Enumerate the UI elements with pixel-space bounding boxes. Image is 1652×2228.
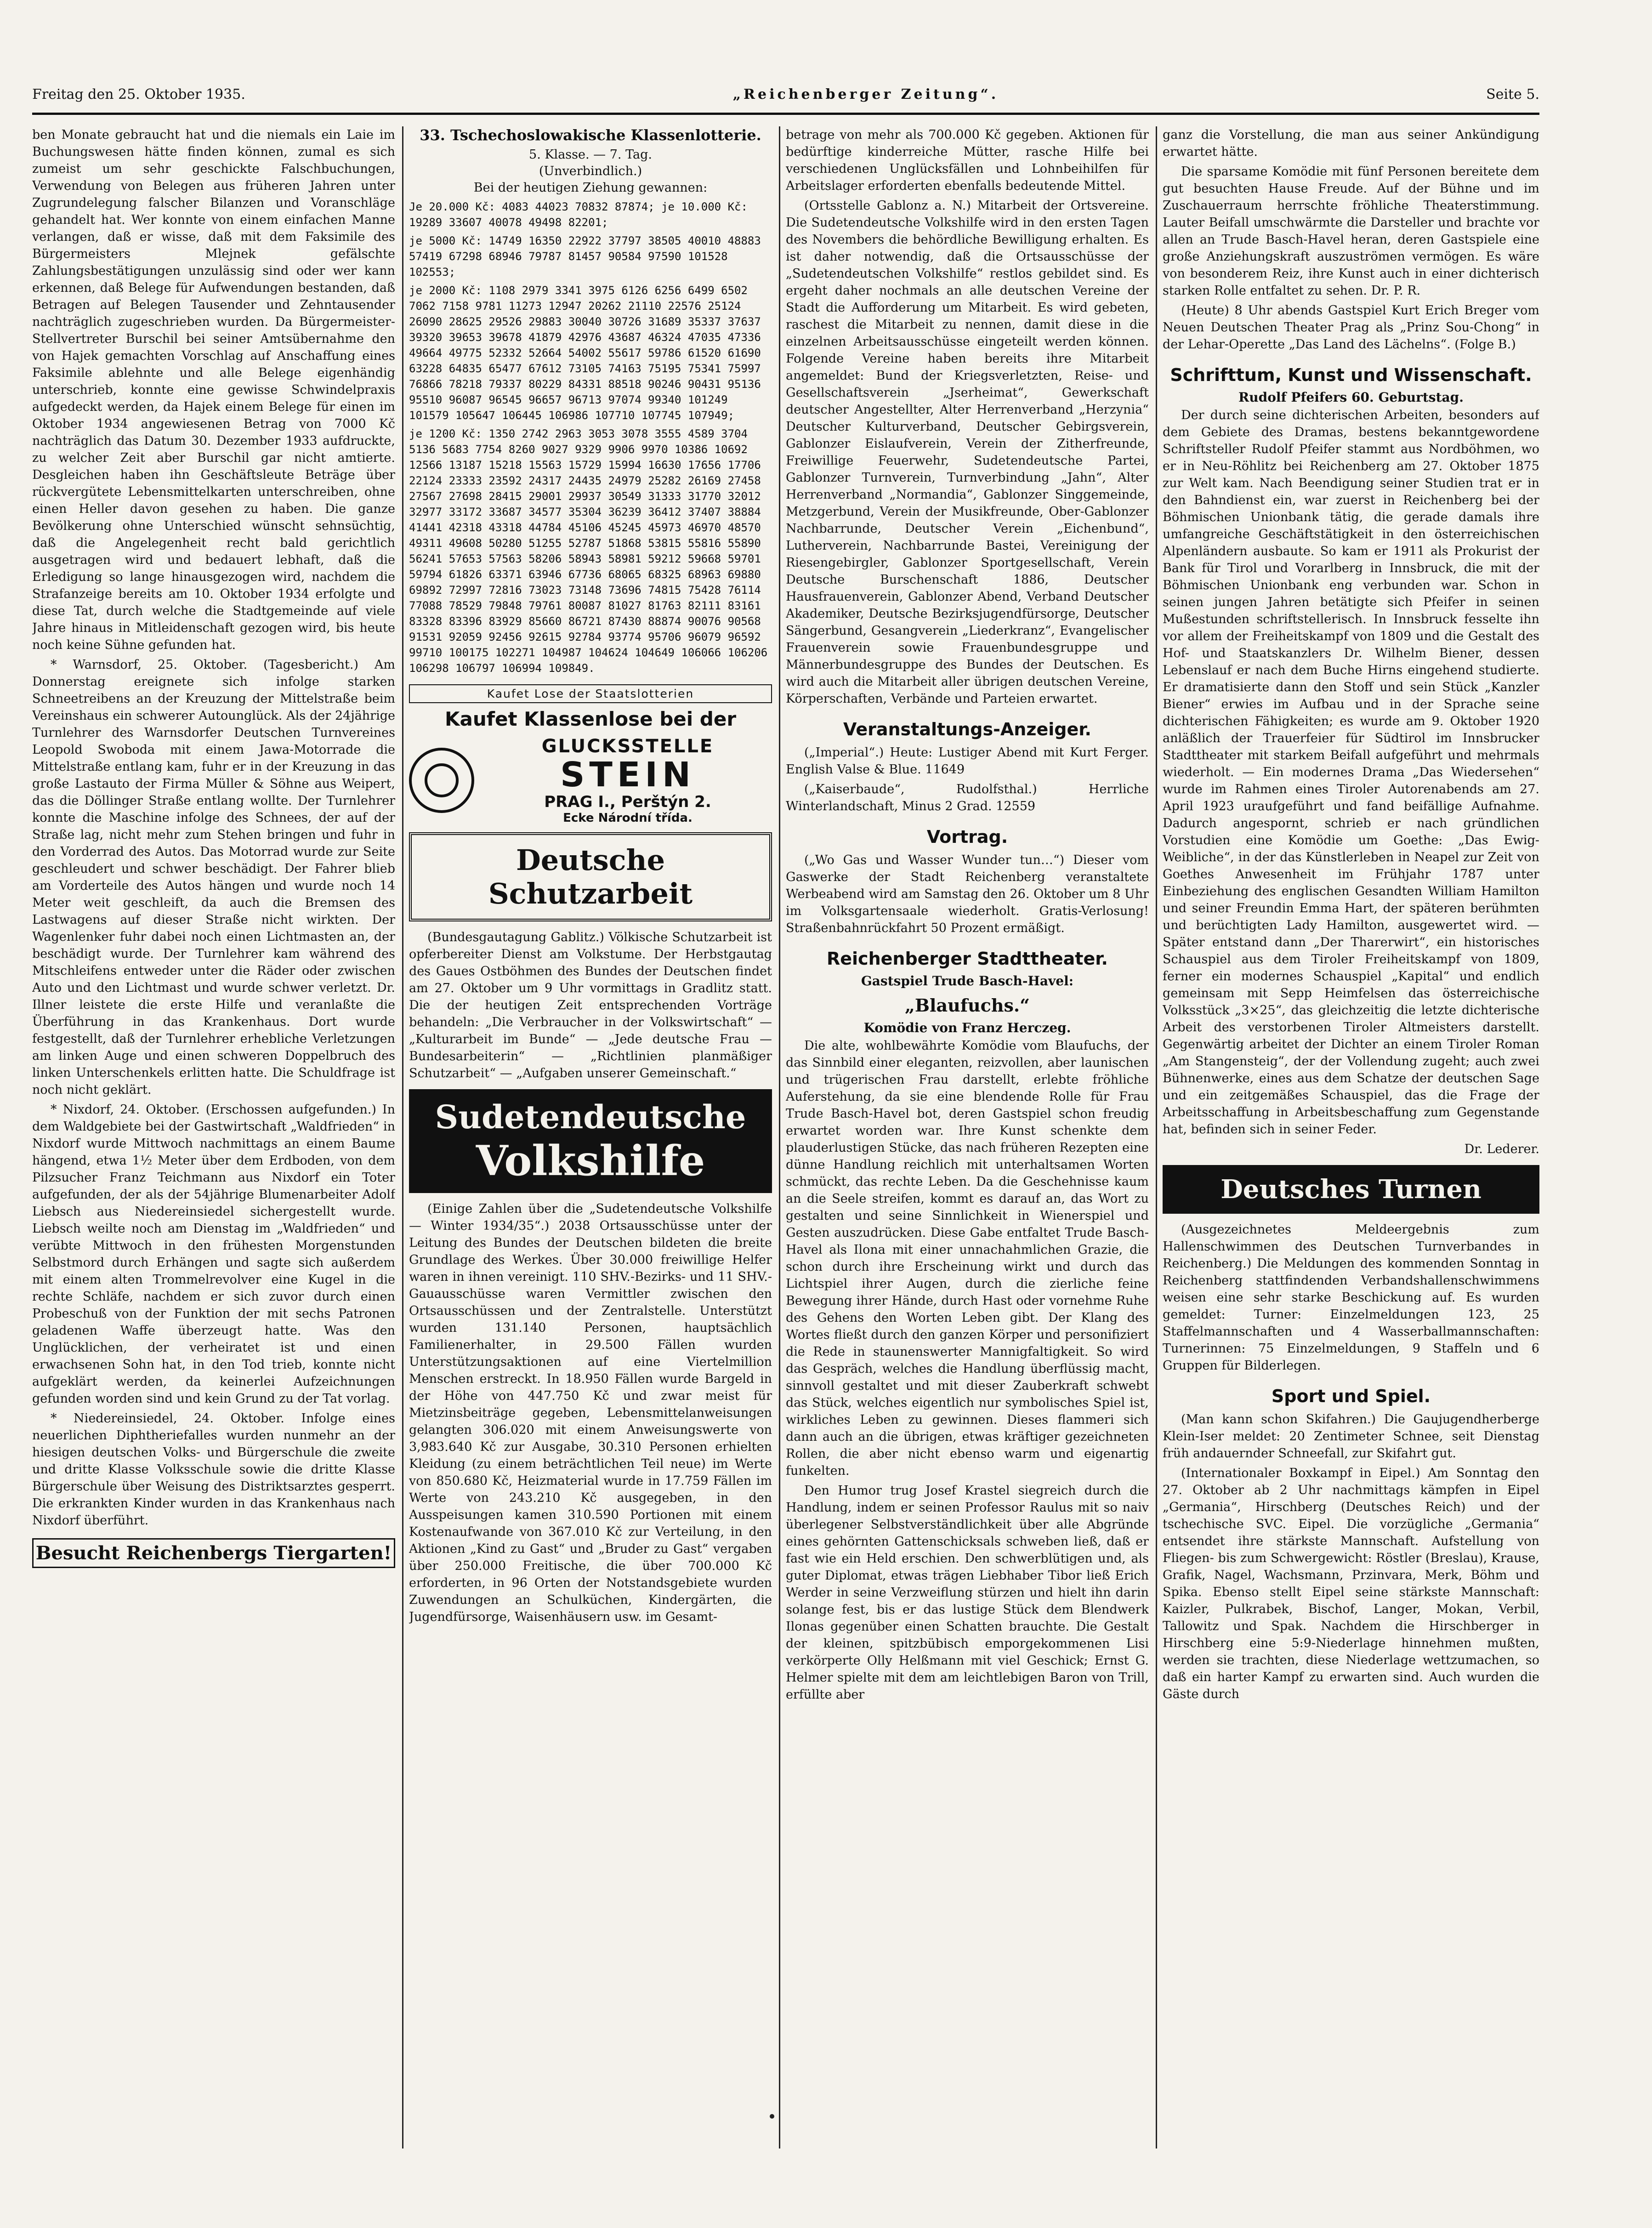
lottery-numbers-20000-10000: Je 20.000 Kč: 4083 44023 70832 87874; je 10.000 Kč: 19289 33607 40078 49498 82201; [409, 200, 748, 229]
lottery-numbers-2000: je 2000 Kč: 1108 2979 3341 3975 6126 6256 6499 6502 7062 7158 9781 11273 12947 20262 21110 22576 25124 26090 28625 29526 29883 30040 30726 31689 35337 37637 39320 39653 39678 41879 42976 43687 46324 47035 47336 49664 49775 52332 52664 54002 55617 59786 61520 61690 63228 64835 65477 67612 73105 74163 75195 75341 75997 76866 78218 79337 80229 84331 88518 90246 90431 95136 95510 96087 96545 96657 96713 97074 99340 101249 101579 105647 106445 106986 107710 107745 107949; [409, 284, 761, 422]
stein-seal-icon [409, 748, 474, 813]
lottery-ad-headline: Kaufet Klassenlose bei der [444, 708, 737, 730]
turnen-banner: Deutsches Turnen [1163, 1165, 1539, 1214]
lottery-intro: Bei der heutigen Ziehung gewannen: [473, 181, 708, 195]
culture-heading: Schrifttum, Kunst und Wissenschaft. [1170, 365, 1532, 385]
header-page-number: Seite 5. [1486, 86, 1539, 102]
article-volkshilfe: (Einige Zahlen über die „Sudetendeutsche Volkshilfe — Winter 1934/35“.) 2038 Ortsausschüsse unter der Leitung des Bundes der Deutschen bildeten die breite Grundlage des Werkes. Über 30.000 freiwillige Helfer waren in ihnen vereinigt. 110 SHV.-Bezirks- und 11 SHV.-Gauausschüsse waren Vermittler zwischen den Ortsausschüssen und der Zentralstelle. Unterstützt wurden 131.140 Personen, hauptsächlich Familienerhalter, in 29.500 Fällen wurden Unterstützungsaktionen auf eine Viertelmillion Menschen erstreckt. In 18.950 Fällen wurde Bargeld in der Höhe von 447.750 Kč und zwar meist für Mietzinsbeiträge gegeben, Lebensmittelanweisungen gelangten 306.020 mit einem Anweisungswerte von 3,983.640 Kč zur Ausgabe, 30.310 Personen erhielten Kleidung (zu einem beträchtlichen Teil neue) im Werte von 850.680 Kč, Heizmaterial wurde in 17.759 Fällen im Werte von 243.210 Kč ausgegeben, in den Ausspeisungen kamen 310.590 Portionen mit einem Kostenaufwande von 367.010 Kč zur Verteilung, in den Aktionen „Kind zu Gast“ und „Bruder zu Gast“ vergaben über 250.000 Freitische, die über 700.000 Kč erforderten, in 96 Orten der Notstandsgebiete wurden Zuwendungen an Schulküchen, Kindergärten, die Jugendfürsorge, Waisenhäusern usw. im Gesamt- [409, 1202, 772, 1624]
stein-ad-name: STEIN [560, 755, 695, 795]
culture-subheading: Rudolf Pfeifers 60. Geburtstag. [1238, 390, 1464, 405]
tiergarten-banner: Besucht Reichenbergs Tiergarten! [32, 1538, 395, 1568]
article-schutzarbeit: (Bundesgautagung Gablitz.) Völkische Schutzarbeit ist opferbereiter Dienst am Volkstume. Der Herbstgautag des Gaues Ostböhmen des Bundes der Deutschen findet am 27. Oktober um 9 Uhr vormittags in Gradlitz statt. Die der heutigen Zeit entsprechenden Vorträge behandeln: „Die Verbraucher in der Volkswirtschaft“ — „Kulturarbeit im Bunde“ — „Jede deutsche Frau — Bundesarbeiterin“ — „Richtlinien planmäßiger Schutzarbeit“ — „Aufgaben unserer Gemeinschaft.“ [409, 930, 772, 1080]
article-turnen: (Ausgezeichnetes Meldeergebnis zum Hallenschwimmen des Deutschen Turnverbandes in Reichenberg.) Die Meldungen des kommenden Sonntag in Reichenberg stattfindenden Verbandshallenschwimmens weisen eine sehr starke Beschickung auf. Es wurden gemeldet: Turner: Einzelmeldungen 123, 25 Staffelmannschaften und 4 Wasserballmannschaften: Turnerinnen: 75 Einzelmeldungen, 9 Staffeln und 6 Gruppen für Bilderlegen. [1163, 1222, 1539, 1373]
theater-play: „Blaufuchs.“ [905, 995, 1030, 1016]
article-boxing: (Internationaler Boxkampf in Eipel.) Am Sonntag den 27. Oktober ab 2 Uhr nachmittags kämpfen in Eipel „Germania“, Hirschberg (Deutsches Reich) und der tschechische SVC. Eipel. Die vorzügliche „Germania“ entsendet ihre stärkste Mannschaft. Aufstellung von Fliegen- bis zum Schwergewicht: Röstler (Breslau), Krause, Grafik, Nagel, Wachsmann, Przinvara, Merk, Böhm und Spika. Ebenso stellt Eipel seine stärkste Mannschaft: Kaizler, Pulkrabek, Bischof, Langer, Mokan, Verbil, Tallowitz und Spak. Nachdem die Hirschberger in Hirschberg eine 5:9-Niederlage hinnehmen mußten, werden sie trachten, diese Niederlage wettzumachen, so daß ein harter Kampf zu erwarten sind. Auch wurden die Gäste durch [1163, 1466, 1539, 1701]
sport-heading: Sport und Spiel. [1271, 1386, 1431, 1406]
lottery-title: 33. Tschechoslowakische Klassenlotterie. [420, 126, 761, 144]
article-today: (Heute) 8 Uhr abends Gastspiel Kurt Erich Breger vom Neuen Deutschen Theater Prag als „Prinz Sou-Chong“ in der Lehar-Operette „Das Land des Lächelns“. (Folge B.) [1163, 303, 1539, 352]
stein-ad-address: PRAG I., Perštýn 2. [544, 793, 711, 811]
column-divider [1156, 126, 1157, 2148]
event-imperial: („Imperial“.) Heute: Lustiger Abend mit Kurt Ferger. English Valse & Blue. 11649 [786, 745, 1149, 777]
article-warnsdorf: * Warnsdorf, 25. Oktober. (Tagesbericht.) Am Donnerstag ereignete sich infolge starken Schneetreibens an der Kreuzung der Mittelstraße beim Vereinshaus ein schwerer Autounglück. Als der 24jährige Turnlehrer des Warnsdorfer Deutschen Turnvereines Leopold Swoboda mit einem Jawa-Motorrade die Mittelstraße entlang kam, fuhr er in der Kreuzung in das große Lastauto der Firma Müller & Söhne aus Weipert, das die Döllinger Straße entlang wollte. Der Turnlehrer konnte die Maschine infolge des Schnees, der auf der Straße lag, nicht mehr zum Stehen bringen und fuhr in den Vorderrad des Autos. Das Motorrad wurde zur Seite geschleudert und schwer beschädigt. Der Fahrer blieb am Vorderteile des Autos hängen und wurde noch 14 Meter weit geschleift, da auch die Bremsen des Lastwagens auf dieser Straße nicht wirkten. Der Wagenlenker fuhr dabei noch einen Lichtmasten an, der beschädigt wurde. Der Turnlehrer kam während des Mitschleifens entweder unter die Räder oder zwischen Auto und den Lichtmast und wurde schwer verletzt. Dr. Illner leistete die erste Hilfe und veranlaßte die Überführung in das Krankenhaus. Dort wurde festgestellt, daß der Turnlehrer erhebliche Verletzungen am linken Auge und einen schweren Doppelbruch des linken Unterschenkels erlitten hatte. Die Schuldfrage ist noch nicht geklärt. [32, 658, 395, 1097]
stein-ad-line1: GLUCKSSTELLE [541, 736, 714, 757]
column-1 [32, 126, 395, 2148]
lottery-numbers-5000: je 5000 Kč: 14749 16350 22922 37797 38505 40010 48883 57419 67298 68946 79787 81457 90584 97590 101528 102553; [409, 234, 761, 278]
article-text: ben Monate gebraucht hat und die niemals ein Laie im Buchungswesen hätte finden können, zumal es sich zumeist um sehr geschickte Falschbuchungen, Verwendung von Belegen aus früheren Jahren unter Zugrundelegung falscher Bilanzen und Voranschläge gehandelt hat. Wer konnte von einem einfachen Manne verlangen, daß er wisse, daß mit dem Faksimile des Bürgermeisters Mlejnek gefälschte Zahlungsbestätigungen unzulässig sind oder wer kann erkennen, daß Belege für Aufwendungen bestanden, daß Betragen auf Belegen Tausender und Zehntausender nachträglich zugeschrieben wurden. Da Bürgermeister-Stellvertreter Burschil bei seiner Amtsübernahme den von Hajek gemachten Vorschlag auf Anschaffung eines Faksimile ablehnte und alle Belege eigenhändig unterschrieb, konnte eine gewisse Schwindelpraxis aufgedeckt werden, da Hajek einem Belege für einen im Oktober 1934 angewiesenen Betrag von 7000 Kč nachträglich das Datum 30. Dezember 1933 aufdruckte, zu welcher Zeit aber Burschil gar nicht amtierte. Desgleichen haben ihn Geschäftsleute Beträge über rückvergütete Lebensmittelkarten unterschreiben, ohne einen Heller davon gesehen zu haben. Die ganze Bevölkerung ohne Unterschied wünscht sehnsüchtig, daß die Angelegenheit recht bald gerichtlich ausgetragen wird und bedauert lebhaft, daß die Erledigung so lange hinausgezogen wird, nachdem die Strafanzeige bereits am 10. Oktober 1934 erfolgte und diese Tat, durch welche die Stadtgemeinde auf viele Jahre hinaus in Mitleidenschaft gezogen wird, bis heute noch keine Sühne gefunden hat. [32, 128, 395, 652]
lecture-heading: Vortrag. [926, 827, 1008, 847]
header-masthead: „Reichenberger Zeitung“. [732, 86, 999, 102]
column-divider [402, 126, 403, 2148]
theater-guest: Gastspiel Trude Basch-Havel: [861, 973, 1074, 989]
article-niedereinsiedel: * Niedereinsiedel, 24. Oktober. Infolge eines neuerlichen Diphtheriefalles wurden nunmehr an der hiesigen deutschen Volks- und Bürgerschule die zweite und dritte Klasse Volksschule sowie die dritte Klasse Bürgerschule über Weisung des Distriktsarztes gesperrt. Die erkrankten Kinder wurden in das Krankenhaus nach Nixdorf überführt. [32, 1411, 395, 1528]
lottery-class-day: 5. Klasse. — 7. Tag. [529, 148, 652, 162]
volkshilfe-banner-line2: Volkshilfe [476, 1137, 705, 1185]
schutzarbeit-banner: Deutsche Schutzarbeit [409, 832, 772, 921]
stein-ad [409, 736, 772, 825]
page-dot [770, 2114, 774, 2119]
volkshilfe-banner [409, 1089, 772, 1193]
event-kaiserbaude: („Kaiserbaude“, Rudolfsthal.) Herrliche Winterlandschaft, Minus 2 Grad. 12559 [786, 782, 1149, 813]
article-ski: (Man kann schon Skifahren.) Die Gaujugendherberge Klein-Iser meldet: 20 Zentimeter Schnee, seit Dienstag früh andauernder Schneefall, zur Skifahrt gut. [1163, 1412, 1539, 1461]
article-theater-end: ganz die Vorstellung, die man aus seiner Ankündigung erwartet hätte. [1163, 128, 1539, 159]
page-header [32, 78, 1539, 110]
column-4 [1163, 126, 1539, 2148]
column-divider [779, 126, 780, 2148]
newspaper-page [32, 69, 1539, 2165]
article-volkshilfe-cont: betrage von mehr als 700.000 Kč gegeben. Aktionen für bedürftige kinderreiche Mütter, rasche Hilfe bei verschiedenen Unglücksfällen und Lohnbeihilfen für Arbeitslager erforderten ebenfalls bedeutende Mittel. [786, 128, 1149, 193]
lottery-note: (Unverbindlich.) [539, 164, 642, 178]
article-signature: Dr. Lederer. [1464, 1142, 1539, 1156]
lottery-ad-strip: Kaufet Lose der Staatslotterien [409, 684, 772, 703]
theater-heading: Reichenberger Stadttheater. [827, 949, 1108, 969]
events-heading: Veranstaltungs-Anzeiger. [843, 719, 1091, 739]
article-nixdorf: * Nixdorf, 24. Oktober. (Erschossen aufgefunden.) In dem Waldgebiete bei der Gastwirtschaft „Waldfrieden“ in Nixdorf wurde Mittwoch nachmittags an einem Baume hängend, etwa 1½ Meter über dem Erdboden, von dem Pilzsucher Franz Teichmann aus Nixdorf ein Toter aufgefunden, der als der 54jährige Blumenarbeiter Adolf Liebsch aus Niedereinsiedel sichergestellt wurde. Liebsch weilte noch am Dienstag im „Waldfrieden“ und verübte Mittwoch in den frühesten Morgenstunden Selbstmord durch Erhängen und sagte sich außerdem mit einem alten Trommelrevolver eine Kugel in die rechte Schläfe, nachdem er sich zuvor durch einen Probeschuß von der Funktion der mit sechs Patronen geladenen Waffe überzeugt hatte. Was den Unglücklichen, der verheiratet ist und einen erwachsenen Sohn hat, in den Tod trieb, konnte nicht aufgeklärt werden, da keinerlei Aufzeichnungen gefunden worden sind und kein Grund zu der Tat vorlag. [32, 1103, 395, 1406]
volkshilfe-banner-line1: Sudetendeutsche [435, 1098, 746, 1136]
column-2 [409, 126, 772, 2148]
theater-author: Komödie von Franz Herczeg. [863, 1020, 1071, 1035]
header-rule [32, 113, 1539, 115]
article-pfeifer: Der durch seine dichterischen Arbeiten, besonders auf dem Gebiete des Dramas, bestens bekanntgewordene Schriftsteller Rudolf Pfeifer stammt aus Nordböhmen, wo er in Neu-Röhlitz bei Reichenberg am 27. Oktober 1875 zur Welt kam. Nach Beendigung seiner Studien trat er in den Bahndienst ein, war zuerst in Reichenberg bei der Böhmischen Unionbank tätig, die gerade damals ihre umfangreiche Geschäftstätigkeit in den österreichischen Alpenländern ausbaute. So kam er 1911 als Prokurist der Bank für Tirol und Vorarlberg in Innsbruck, die mit der Böhmischen Unionbank eng verbunden war. Schon in seinen jungen Jahren betätigte sich Pfeifer in seinen Mußestunden schriftstellerisch. In Innsbruck fesselte ihn vor allem der Freiheitskampf von 1809 und die Gestalt des Hof- und Staatskanzlers Dr. Wilhelm Biener, dessen Lebenslauf er nach dem Buche Hirns eingehend studierte. Er dramatisierte dann den Stoff und sein Stück „Kanzler Biener“ erwies im Aufbau und in der Sprache seine dichterischen Fähigkeiten; es wurde am 9. Oktober 1920 anläßlich der Trauerfeier für Südtirol im Innsbrucker Stadttheater mit starkem Beifall aufgeführt und mehrmals wiederholt. — Ein modernes Drama „Das Wiedersehen“ wurde im Rahmen eines Tiroler Autorenabends am 27. April 1923 uraufgeführt und fand beifällige Aufnahme. Dadurch angespornt, schrieb er nach gründlichen Vorstudien eine Komödie um Goethe: „Das Ewig-Weibliche“, in der das Künstlerleben in Neapel zur Zeit von Goethes Anwesenheit im Frühjahr 1787 unter Einbeziehung des englischen Gesandten William Hamilton und seiner Freundin Emma Hart, der späteren berühmten und berüchtigten Lady Hamilton, ausgewertet wird. — Später entstand dann „Der Tharerwirt“, ein historisches Schauspiel aus dem Tiroler Freiheitskampf von 1809, ferner ein modernes Schauspiel „Kapital“ und endlich gemeinsam mit Sepp Heimfelsen das österreichische Volksstück „3×25“, das gleichzeitig die letzte dichterische Arbeit des verstorbenen Tiroler Altmeisters darstellt. Gegenwärtig arbeitet der Dichter an einem Tiroler Roman „Am Stangensteig“, der der Vollendung zugeht; auch zwei Bühnenwerke, eines aus dem Schatze der deutschen Sage und ein zeitgemäßes Schauspiel, das die Frage der Arbeitsschaffung in Arbeitsbeschaffung zum Gegenstande hat, befinden sich in seiner Feder. [1163, 408, 1539, 1137]
stein-ad-text [483, 736, 772, 825]
article-lecture: („Wo Gas und Wasser Wunder tun…“) Dieser vom Gaswerke der Stadt Reichenberg veranstaltete Werbeabend wird am Samstag den 26. Oktober um 8 Uhr im Volksgartensaale wiederholt. Gratis-Verlosung! Straßenbahnrückfahrt 50 Prozent ermäßigt. [786, 853, 1149, 935]
article-theater: Die alte, wohlbewährte Komödie vom Blaufuchs, der das Sinnbild einer eleganten, reizvollen, aber launischen und trügerischen Frau darstellt, erlebte fröhliche Auferstehung, da sie eine blendende Rolle für Frau Trude Basch-Havel bot, deren Gastspiel schon freudig erwartet worden war. Ihre Kunst schenkte dem plauderlustigen Stücke, das nach früheren Rezepten eine dünne Handlung reichlich mit unterhaltsamen Worten schmückt, das rechte Leben. Da die Geschehnisse kaum an die Seele streifen, kommt es darauf an, das Wort zu gestalten und seine Sinnlichkeit in Wienerspiel und Gesten auszudrücken. Diese Gabe entfaltet Trude Basch-Havel als Ilona mit einer unnachahmlichen Grazie, die schon durch ihre Erscheinung wirkt und durch das Lichtspiel ihrer Augen, durch die zierliche feine Bewegung ihrer Hände, durch Hast oder vornehme Ruhe des Gehens den Worten Leben gibt. Der Klang des Wortes fließt durch den ganzen Körper und personifiziert die Rede in staunenswerter Mannigfaltigkeit. So wird das Gespräch, welches die Handlung überflüssig macht, sinnvoll gestaltet und mit dieser Zauberkraft schwebt das Stück, welches eigentlich nur symbolisches Spiel ist, wirkliches Leben zu gewinnen. Dieses flammeri sich dann auch an die übrigen, etwas kräftiger gezeichneten Rollen, die aber nicht ebenso warm und eigenartig funkelten. [786, 1039, 1149, 1478]
article-gablonz: (Ortsstelle Gablonz a. N.) Mitarbeit der Ortsvereine. Die Sudetendeutsche Volkshilfe wird in den ersten Tagen des Novembers die behördliche Bewilligung erhalten. Es ist daher notwendig, daß die Ortsausschüsse der „Sudetendeutschen Volkshilfe“ restlos gebildet sind. Es ergeht daher nochmals an alle deutschen Vereine der Stadt die Aufforderung um Mitarbeit. Es wird gebeten, raschest die Mitarbeit zu nennen, damit diese in die einzelnen Arbeitsausschüsse eingeteilt werden können. Folgende Vereine haben bereits ihre Mitarbeit angemeldet: Bund der Kriegsverletzten, Reise- und Gesellschaftsverein „Jserheimat“, Gewerkschaft deutscher Angestellter, Alter Herrenverband „Herzynia“ Deutscher Kulturverband, Deutscher Gebirgsverein, Gablonzer Eislaufverein, Verein der Zitherfreunde, Freiwillige Feuerwehr, Sudetendeutsche Partei, Gablonzer Turnverein, Turnverbindung „Jahn“, Alter Herrenverband „Normandia“, Gablonzer Singgemeinde, Metzgerbund, Verein der Musikfreunde, Ober-Gablonzer Nachbarrunde, Deutscher Verein „Eichenbund“, Lutherverein, Nachbarrunde Bastei, Vereinigung der Riesengebirgler, Gablonzer Sportgesellschaft, Verein Deutsche Burschenschaft 1886, Deutscher Hausfrauenverein, Gablonzer Abend, Verband Deutscher Akademiker, Deutsche Bezirksjugendfürsorge, Deutscher Sängerbund, Gesangverein „Liederkranz“, Evangelischer Frauenverein sowie Frauenbundesgruppe und Männerbundesgruppe des Bundes der Deutschen. Es wird auch die Mitarbeit aller übrigen deutschen Vereine, Körperschaften, Verbände und Parteien erwartet. [786, 199, 1149, 706]
article-theater-review: Die sparsame Komödie mit fünf Personen bereitete dem gut besuchten Hause Freude. Auf der Bühne und im Zuschauerraum herrschte fröhliche Theaterstimmung. Lauter Beifall umschwärmte die Darsteller und brachte vor allen an Trude Basch-Havel heran, deren Gastspiele eine große Anziehungskraft auszuströmen vermögen. Es wäre von besonderem Reiz, ihre Kunst auch in einer dichterisch starken Rolle entfaltet zu sehen. Dr. P. R. [1163, 165, 1539, 298]
stein-ad-corner: Ecke Národní třída. [563, 811, 693, 825]
lottery-numbers-1200: je 1200 Kč: 1350 2742 2963 3053 3078 3555 4589 3704 5136 5683 7754 8260 9027 9329 9906 9970 10386 10692 12566 13187 15218 15563 15729 15994 16630 17656 17706 22124 23333 23592 24317 24435 24979 25282 26169 27458 27567 27698 28415 29001 29937 30549 31333 31770 32012 32977 33172 33687 34577 35304 36239 36412 37407 38884 41441 42318 43318 44784 45106 45245 45973 46970 48570 49311 49608 50280 51255 52787 51868 53815 55816 55890 56241 57653 57563 58206 58943 58981 59212 59668 59701 59794 61826 63371 63946 67736 68065 68325 68963 69880 69892 72997 72816 73023 73148 73696 74815 75428 76114 77088 78529 79848 79761 80087 81027 81763 82111 83161 83328 83396 83929 85660 86721 87430 88874 90076 90568 91531 92059 92456 92615 92784 93774 95706 96079 96592 99710 100175 102271 104987 104624 104649 106066 106206 106298 106797 106994 109849. [409, 427, 768, 675]
column-3 [786, 126, 1149, 2148]
header-date: Freitag den 25. Oktober 1935. [32, 86, 245, 102]
article-theater-cont: Den Humor trug Josef Krastel siegreich durch die Handlung, indem er seinen Professor Raulus mit so naiv überlegener Selbstverständlichkeit über alle Abgründe eines gehörnten Gattenschicksals schweben ließ, daß er fast wie ein Held erschien. Den schwerblütigen und, als guter Diplomat, etwas trägen Liebhaber Tibor ließ Erich Werder in seine Verzweiflung stürzen und hielt ihn darin solange fest, bis er das lustige Stück dem Blendwerk Ilonas gegenüber einen Schatten brauchte. Die Gestalt der kleinen, spitzbübisch emporgekommenen Lisi verkörperte Olly Helßmann mit viel Geschick; Ernst G. Helmer spielte mit dem am leichtlebigen Baron von Trill, erfüllte aber [786, 1483, 1149, 1702]
